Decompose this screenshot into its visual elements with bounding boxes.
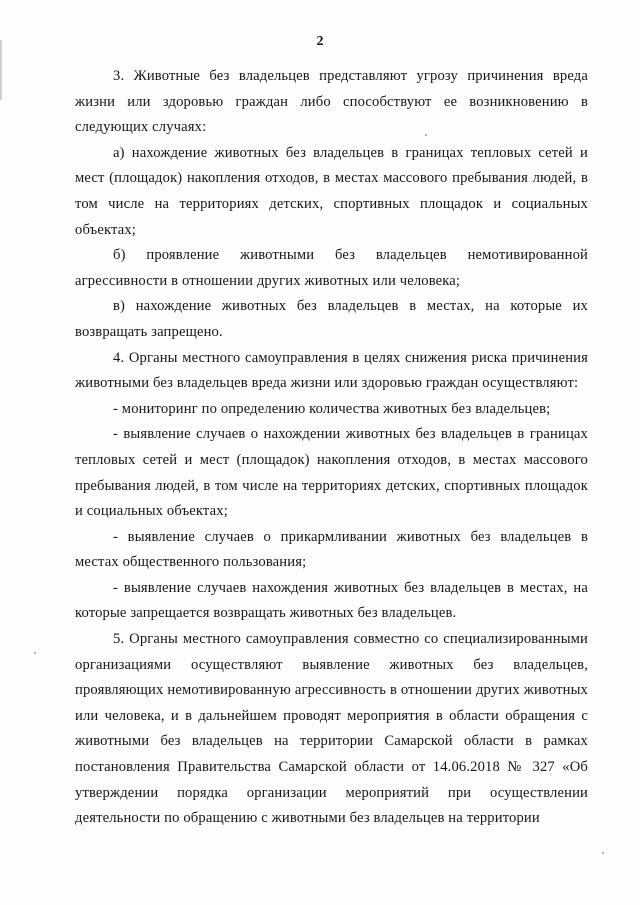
paragraph-subitem-b: б) проявление животными без владельцев немотивированной агрессивности в отношении других животных или человека; <box>75 247 588 289</box>
document-body <box>75 64 588 832</box>
paragraph-item-4: 4. Органы местного самоуправления в целях снижения риска причинения животными без владельцев вреда жизни или здоровью граждан осуществляют: <box>75 349 588 392</box>
list-item-detection-return: - выявление случаев нахождения животных без владельцев в местах, на которые запрещается возвращать животных без владельцев. <box>75 579 588 622</box>
list-item-detection-feeding: - выявление случаев о прикармливании животных без владельцев в местах общественного пользования; <box>75 528 588 571</box>
paragraph-subitem-v: в) нахождение животных без владельцев в местах, на которые их возвращать запрещено. <box>75 298 588 340</box>
scan-speck <box>602 852 604 854</box>
paragraph-item-3: 3. Животные без владельцев представляют угрозу причинения вреда жизни или здоровью граждан либо способствуют ее возникновению в следующих случаях: <box>75 68 588 136</box>
paragraph-subitem-a: а) нахождение животных без владельцев в границах тепловых сетей и мест (площадок) накопления отходов, в местах массового пребывания людей, в том числе на территориях детских, спортивных площадок и социальных объектах; <box>75 144 588 238</box>
scan-speck <box>34 652 36 654</box>
list-item-monitoring: - мониторинг по определению количества животных без владельцев; <box>113 400 551 417</box>
paragraph-item-5: 5. Органы местного самоуправления совместно со специализированными организациями осуществляют выявление животных без владельцев, проявляющих немотивированную агрессивность в отношении других животных или человека, и в дальнейшем проводят мероприятия в области обращения с животными без владельцев на территории Самарской области в рамках постановления Правительства Самарской области от 14.06.2018 № 327 «Об утверждении порядка организации мероприятий при осуществлении деятельности по обращению с животными без владельцев на территории <box>75 631 588 827</box>
list-item-detection-location: - выявление случаев о нахождении животных без владельцев в границах тепловых сетей и мест (площадок) накопления отходов, в местах массового пребывания людей, в том числе на территориях детских, спортивных площадок и социальных объектах; <box>75 426 588 520</box>
page-number: 2 <box>316 34 324 49</box>
